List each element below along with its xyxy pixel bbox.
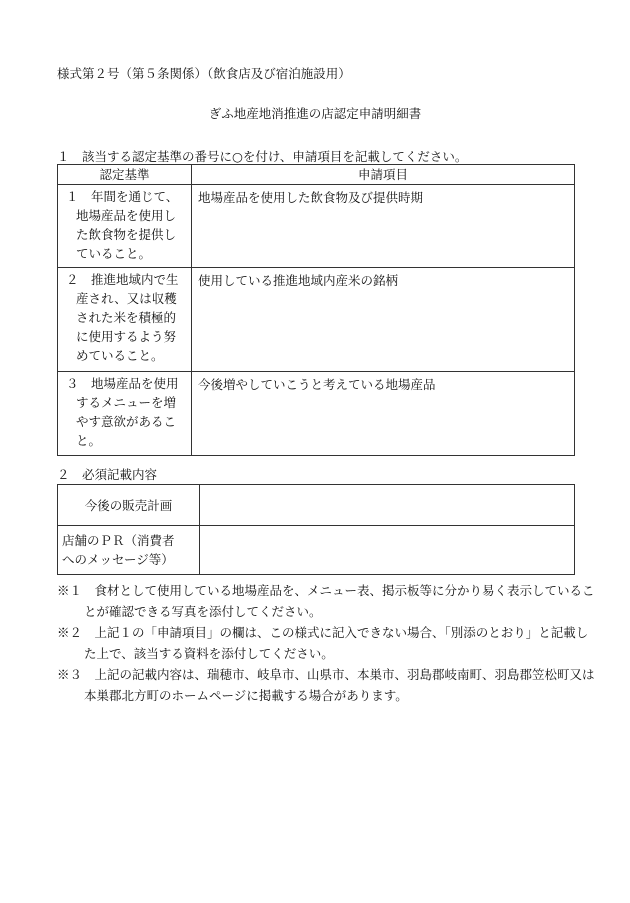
form-number: 様式第２号（第５条関係）（飲食店及び宿泊施設用） [57, 66, 351, 81]
table-row [58, 185, 575, 268]
criterion-text: ３ 地場産品を使用するメニューを増やす意欲があること。 [66, 376, 179, 448]
section-1-heading: １ 該当する認定基準の番号に○を付け、申請項目を記載してください。 [57, 149, 468, 164]
store-pr-field[interactable] [200, 526, 575, 575]
criteria-table [57, 164, 575, 456]
table-row [58, 485, 575, 526]
sales-plan-field[interactable] [200, 485, 575, 526]
note-1: ※１ 食材として使用している地場産品を、メニュー表、掲示板等に分かり易く表示していることが確認できる写真を添付してください。 [57, 583, 595, 619]
column-header-item: 申請項目 [192, 165, 575, 185]
item-cell[interactable]: 地場産品を使用した飲食物及び提供時期 [192, 185, 575, 268]
item-cell[interactable]: 使用している推進地域内産米の銘柄 [192, 268, 575, 372]
sales-plan-label: 今後の販売計画 [58, 485, 200, 526]
criterion-text: １ 年間を通じて、地場産品を使用した飲食物を提供していること。 [66, 189, 179, 261]
required-items-table [57, 484, 575, 575]
note-3: ※３ 上記の記載内容は、瑞穂市、岐阜市、山県市、本巣市、羽島郡岐南町、羽島郡笠松町又は本巣郡北方町のホームページに掲載する場合があります。 [57, 667, 595, 703]
table-row [58, 526, 575, 575]
store-pr-label: 店舗のＰＲ（消費者 へのメッセージ等） [58, 526, 200, 575]
section-2-heading: ２ 必須記載内容 [57, 467, 158, 482]
note-2: ※２ 上記１の「申請項目」の欄は、この様式に記入できない場合、「別添のとおり」と記載した上で、該当する資料を添付してください。 [57, 625, 589, 661]
criterion-text: ２ 推進地域内で生産され、又は収穫された米を積極的に使用するよう努めていること。 [66, 272, 179, 363]
column-header-criterion: 認定基準 [58, 165, 192, 185]
table-row [58, 372, 575, 456]
criteria-table-header [58, 165, 575, 185]
notes [57, 580, 597, 706]
item-cell[interactable]: 今後増やしていこうと考えている地場産品 [192, 372, 575, 456]
criterion-cell [58, 185, 192, 268]
criterion-cell [58, 372, 192, 456]
table-row [58, 268, 575, 372]
document-title: ぎふ地産地消推進の店認定申請明細書 [208, 106, 422, 121]
criterion-cell [58, 268, 192, 372]
